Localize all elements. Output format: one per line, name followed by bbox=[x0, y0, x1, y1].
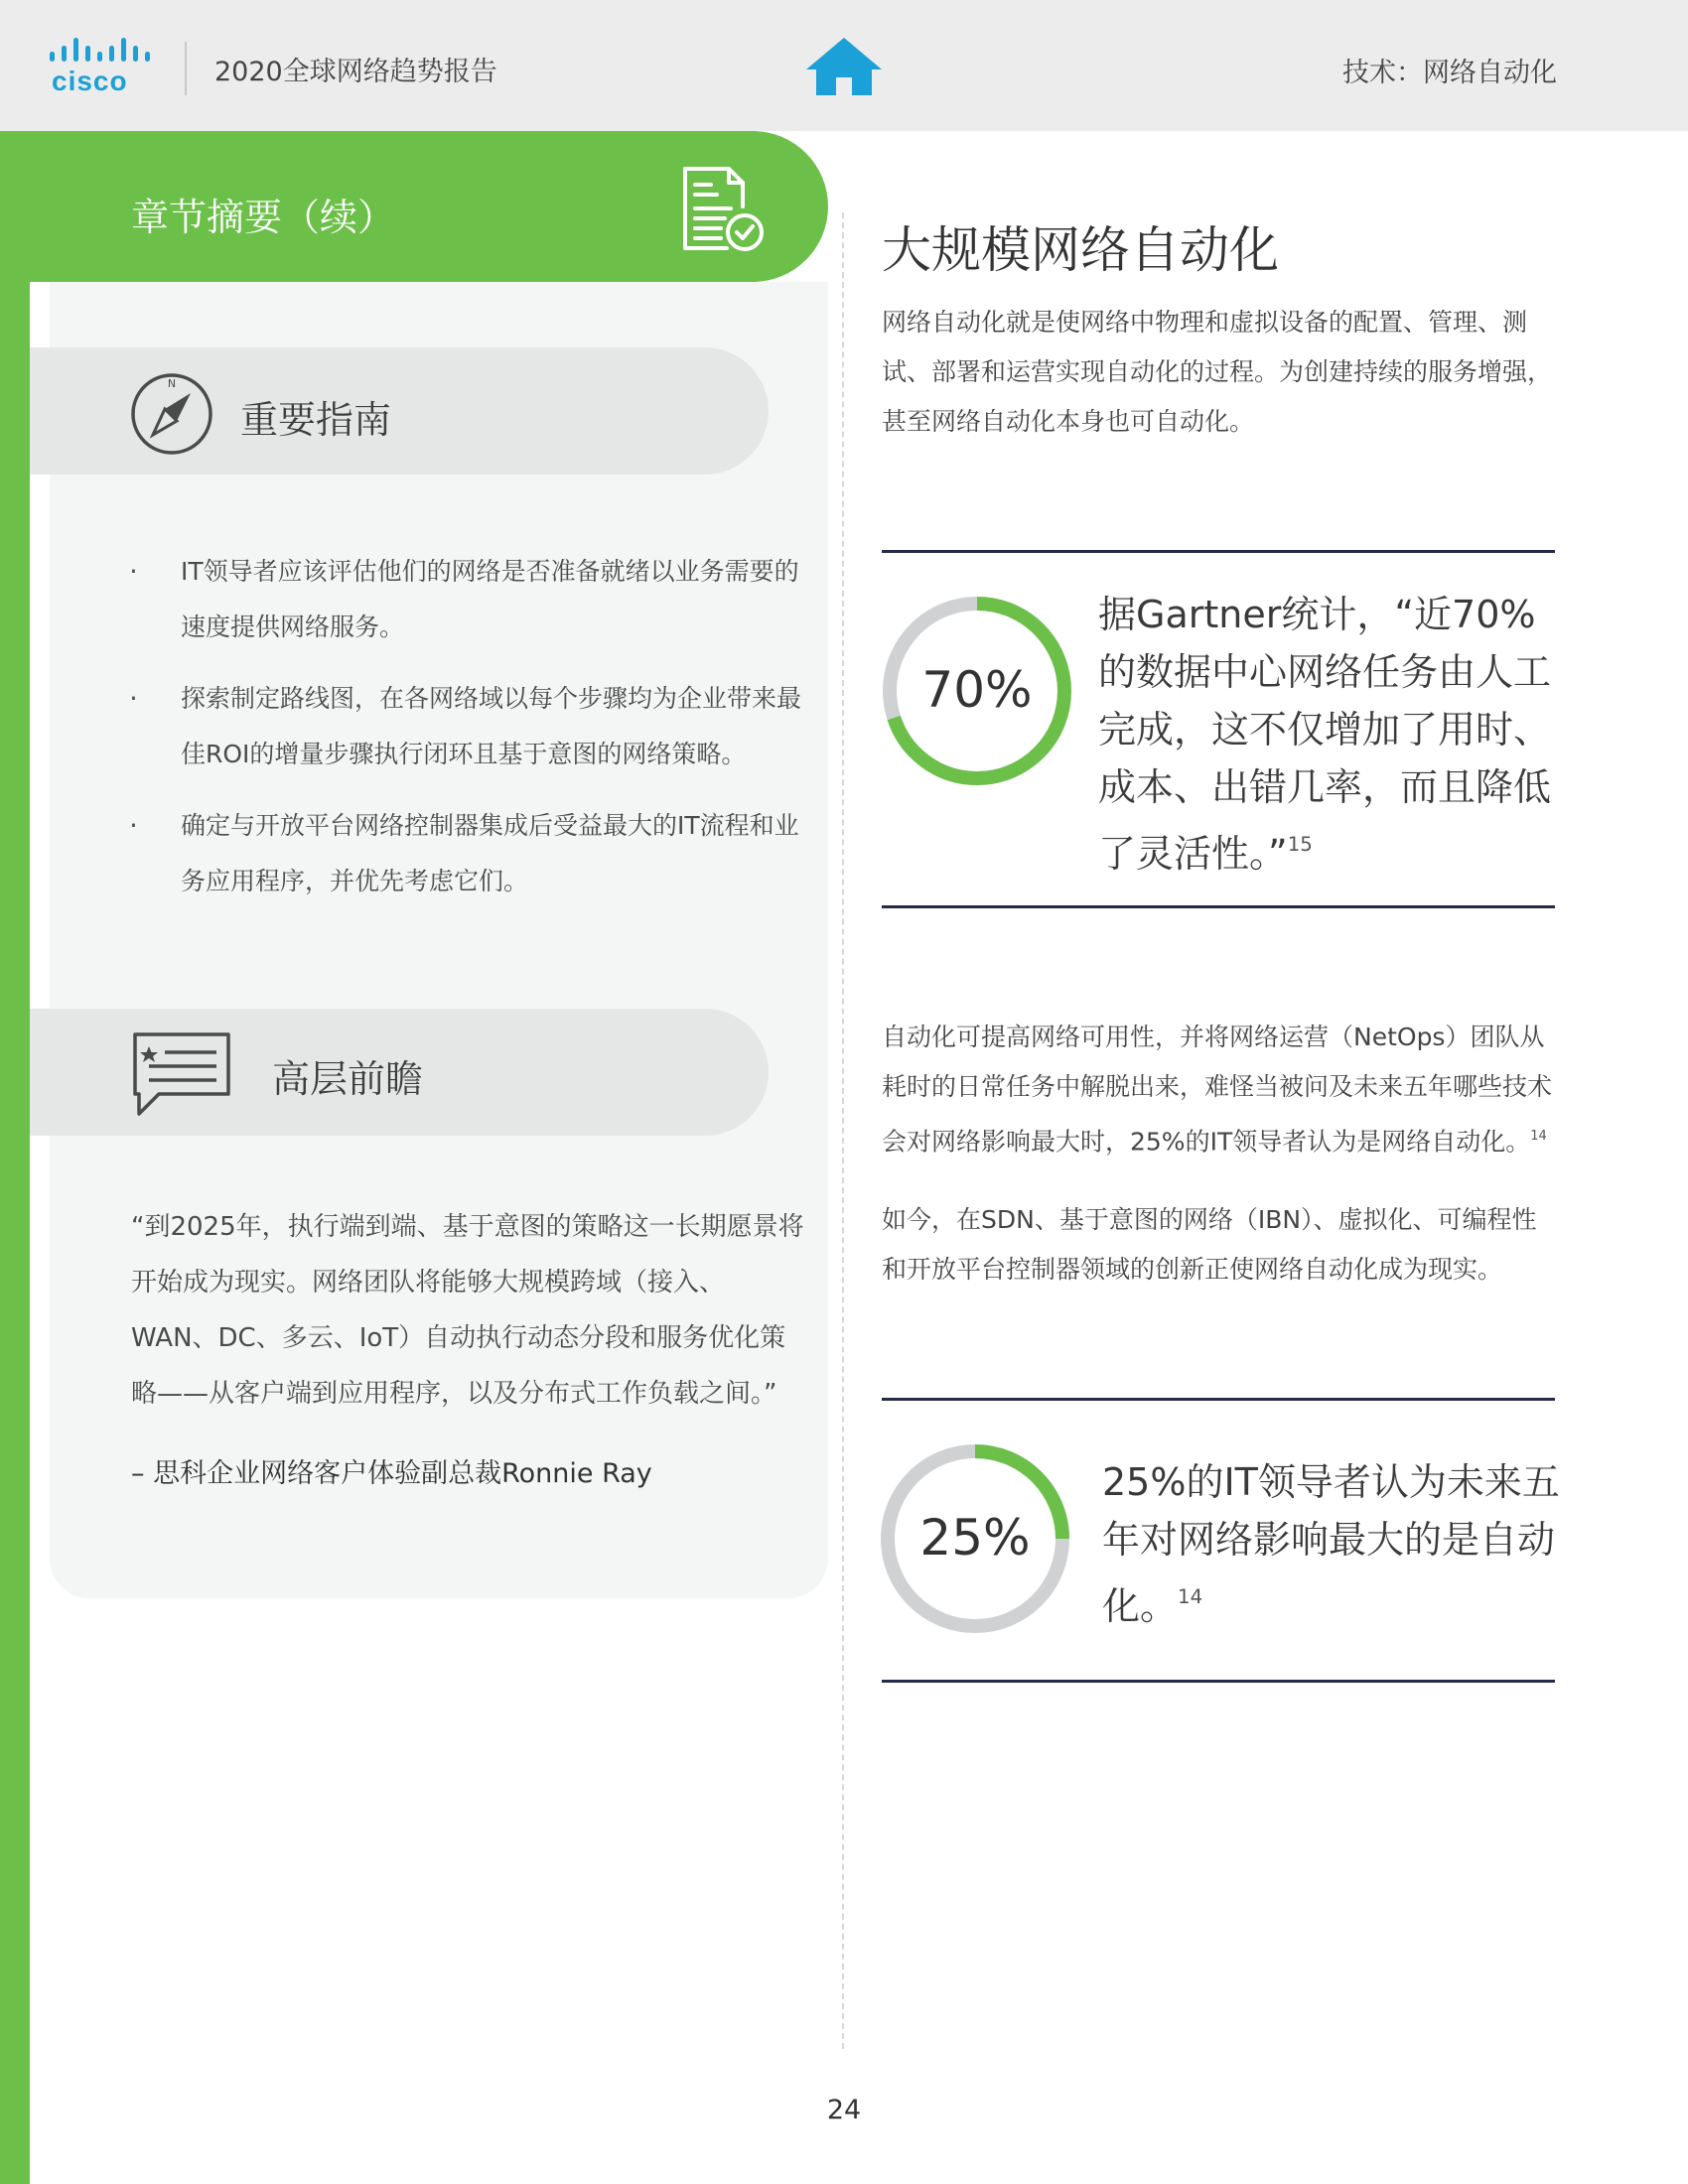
guidance-title: 重要指南 bbox=[240, 398, 392, 442]
footnote-ref[interactable]: 14 bbox=[1178, 1585, 1203, 1608]
document-check-icon bbox=[681, 165, 767, 254]
stat-percent-label: 70% bbox=[921, 661, 1033, 719]
list-item: · IT领导者应该评估他们的网络是否准备就绪以业务需要的速度提供网络服务。 bbox=[129, 544, 804, 655]
divider-rule bbox=[882, 1398, 1555, 1401]
intro-paragraph: 网络自动化就是使网络中物理和虚拟设备的配置、管理、测试、部署和运营实现自动化的过程。为创建持续的服务增强，甚至网络自动化本身也可自动化。 bbox=[882, 308, 1553, 436]
green-sidebar-strip bbox=[0, 131, 30, 2184]
stat-callout-body: 25%的IT领导者认为未来五年对网络影响最大的是自动化。 bbox=[1102, 1460, 1560, 1628]
chat-bubble-icon bbox=[129, 1030, 234, 1118]
divider-rule bbox=[882, 1680, 1555, 1683]
main-heading: 大规模网络自动化 bbox=[882, 221, 1279, 279]
footnote-ref[interactable]: 14 bbox=[1530, 1129, 1547, 1144]
availability-paragraph bbox=[882, 1013, 1557, 1166]
list-item: · 探索制定路线图，在各网络域以每个步骤均为企业带来最佳ROI的增量步骤执行闭环且基于意图的网络策略。 bbox=[129, 671, 804, 782]
outlook-title: 高层前瞻 bbox=[272, 1057, 424, 1101]
divider-rule bbox=[882, 550, 1555, 553]
guidance-list bbox=[129, 544, 804, 925]
header-divider bbox=[185, 42, 187, 95]
paragraph-text: 自动化可提高网络可用性，并将网络运营（NetOps）团队从耗时的日常任务中解脱出来，难怪当被问及未来五年哪些技术会对网络影响最大时，25%的IT领导者认为是网络自动化。 bbox=[882, 1023, 1553, 1157]
divider-rule bbox=[882, 905, 1555, 908]
executive-quote: “到2025年，执行端到端、基于意图的策略这一长期愿景将开始成为现实。网络团队将能够大规模跨域（接入、WAN、DC、多云、IoT）自动执行动态分段和服务优化策略——从客户端到应用程序，以及分布式工作负载之间。” bbox=[131, 1212, 804, 1409]
stat-callout-body: 据Gartner统计，“近70%的数据中心网络任务由人工完成，这不仅增加了用时、成本、出错几率，而且降低了灵活性。” bbox=[1098, 593, 1552, 876]
svg-text:N: N bbox=[167, 377, 177, 390]
stat-callout-text bbox=[1098, 586, 1565, 883]
report-title: 2020全球网络趋势报告 bbox=[214, 57, 497, 87]
chapter-title: 章节摘要（续） bbox=[131, 196, 396, 239]
home-icon[interactable] bbox=[802, 36, 886, 97]
column-divider bbox=[842, 212, 844, 2049]
page-number: 24 bbox=[826, 2095, 862, 2125]
footnote-ref[interactable]: 15 bbox=[1287, 833, 1313, 856]
page-header bbox=[0, 0, 1688, 131]
section-title: 技术：网络自动化 bbox=[1342, 58, 1557, 88]
stat-percent-label: 25% bbox=[919, 1509, 1031, 1567]
stat-callout-text bbox=[1102, 1453, 1569, 1635]
quote-attribution: – 思科企业网络客户体验副总裁Ronnie Ray bbox=[131, 1458, 652, 1489]
compass-icon bbox=[129, 371, 214, 457]
innovation-paragraph: 如今，在SDN、基于意图的网络（IBN）、虚拟化、可编程性和开放平台控制器领域的创新正使网络自动化成为现实。 bbox=[882, 1205, 1537, 1284]
list-item: · 确定与开放平台网络控制器集成后受益最大的IT流程和业务应用程序，并优先考虑它们。 bbox=[129, 798, 804, 909]
cisco-logo-text: cisco bbox=[52, 66, 128, 96]
